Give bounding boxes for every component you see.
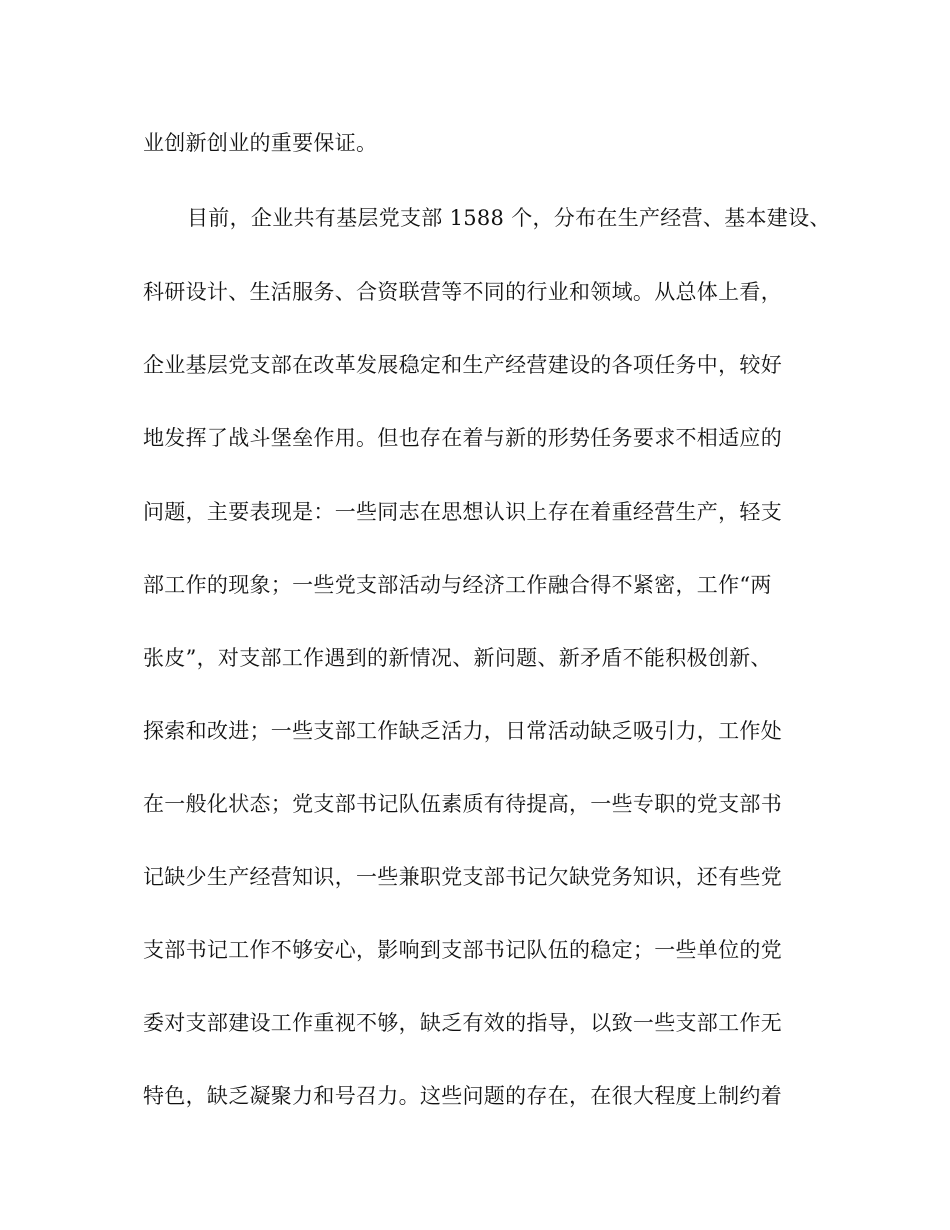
paragraph-line: 张皮”，对支部工作遇到的新情况、新问题、新矛盾不能积极创新、 [143, 646, 772, 670]
paragraph-line: 目前，企业共有基层党支部 1588 个，分布在生产经营、基本建设、 [187, 206, 831, 230]
paragraph-line: 在一般化状态；党支部书记队伍素质有待提高，一些专职的党支部书 [143, 792, 782, 816]
paragraph-line: 问题，主要表现是：一些同志在思想认识上存在着重经营生产，轻支 [143, 500, 782, 524]
paragraph-line: 特色，缺乏凝聚力和号召力。这些问题的存在，在很大程度上制约着 [143, 1084, 782, 1108]
paragraph-line: 部工作的现象；一些党支部活动与经济工作融合得不紧密，工作“两 [143, 573, 772, 597]
paragraph-line: 探索和改进；一些支部工作缺乏活力，日常活动缺乏吸引力，工作处 [143, 719, 782, 743]
paragraph-line: 支部书记工作不够安心，影响到支部书记队伍的稳定；一些单位的党 [143, 938, 782, 962]
paragraph-line: 地发挥了战斗堡垒作用。但也存在着与新的形势任务要求不相适应的 [143, 426, 782, 450]
paragraph-line: 记缺少生产经营知识，一些兼职党支部书记欠缺党务知识，还有些党 [143, 865, 782, 889]
paragraph-line: 企业基层党支部在改革发展稳定和生产经营建设的各项任务中，较好 [143, 353, 782, 377]
paragraph-line: 业创新创业的重要保证。 [143, 131, 378, 155]
paragraph-line: 科研设计、生活服务、合资联营等不同的行业和领域。从总体上看， [143, 280, 782, 304]
paragraph-line: 委对支部建设工作重视不够，缺乏有效的指导，以致一些支部工作无 [143, 1011, 782, 1035]
